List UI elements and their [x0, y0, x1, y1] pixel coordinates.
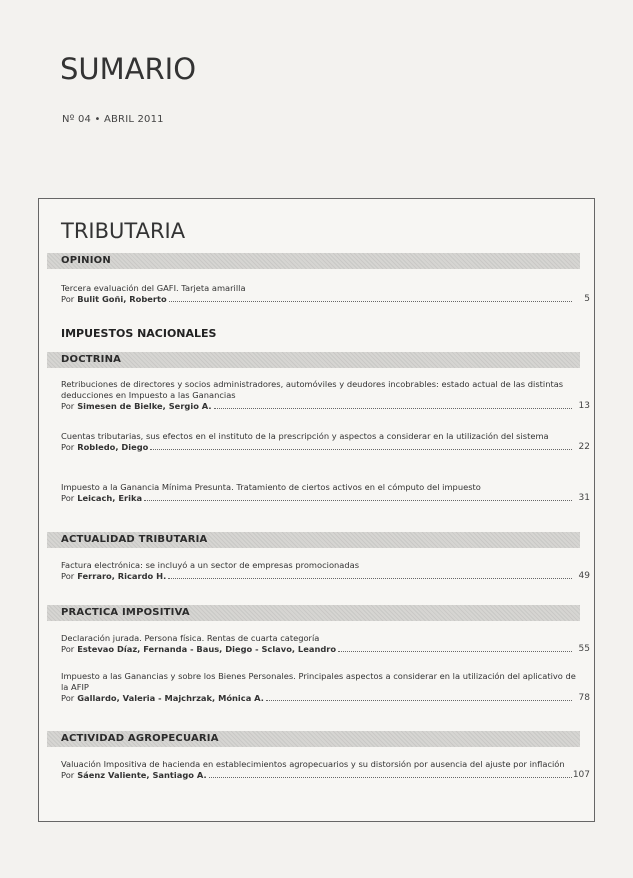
entry-title: Retribuciones de directores y socios administradores, automóviles y deudores incobrables: estado actual de las distintas deducciones en Impuesto a las Ganancias	[61, 379, 564, 400]
entry-title: Impuesto a la Ganancia Mínima Presunta. Tratamiento de ciertos activos en el cómputo del impuesto	[61, 482, 481, 492]
toc-entry[interactable]	[61, 560, 590, 582]
toc-entry[interactable]	[61, 482, 590, 504]
por-label: Por	[61, 493, 75, 503]
entry-title: Declaración jurada. Persona física. Rentas de cuarta categoría	[61, 633, 320, 643]
por-label: Por	[61, 693, 75, 703]
issue-info: Nº 04 • ABRIL 2011	[62, 114, 164, 125]
toc-entry[interactable]	[61, 379, 590, 412]
entry-page: 55	[578, 644, 590, 654]
leader-dots	[266, 700, 572, 701]
band-opinion: OPINION	[47, 253, 580, 269]
page-title: SUMARIO	[60, 52, 197, 86]
leader-dots	[144, 500, 572, 501]
entry-page: 49	[578, 571, 590, 581]
subhead-impuestos: IMPUESTOS NACIONALES	[61, 327, 217, 340]
entry-page: 5	[584, 294, 590, 304]
contents-box	[38, 198, 595, 822]
leader-dots	[169, 301, 572, 302]
entry-author: Bulit Goñi, Roberto	[77, 294, 167, 304]
entry-author: Simesen de Bielke, Sergio A.	[77, 401, 212, 411]
band-practica: PRACTICA IMPOSITIVA	[47, 605, 580, 621]
entry-title: Valuación Impositiva de hacienda en establecimientos agropecuarios y su distorsión por ausencia del ajuste por inflación	[61, 759, 565, 769]
por-label: Por	[61, 644, 75, 654]
por-label: Por	[61, 401, 75, 411]
band-doctrina: DOCTRINA	[47, 352, 580, 368]
entry-author: Leicach, Erika	[77, 493, 143, 503]
entry-title: Cuentas tributarias, sus efectos en el instituto de la prescripción y aspectos a considerar en la utilización del sistema	[61, 431, 549, 441]
toc-entry[interactable]	[61, 431, 590, 453]
leader-dots	[214, 408, 572, 409]
entry-page: 31	[578, 493, 590, 503]
por-label: Por	[61, 294, 75, 304]
entry-page: 22	[578, 442, 590, 452]
entry-author: Sáenz Valiente, Santiago A.	[77, 770, 207, 780]
toc-entry[interactable]	[61, 633, 590, 655]
band-actualidad: ACTUALIDAD TRIBUTARIA	[47, 532, 580, 548]
leader-dots	[209, 777, 572, 778]
entry-author: Robledo, Diego	[77, 442, 149, 452]
por-label: Por	[61, 571, 75, 581]
toc-entry[interactable]	[61, 759, 590, 781]
toc-entry[interactable]	[61, 283, 590, 305]
entry-author: Gallardo, Valeria - Majchrzak, Mónica A.	[77, 693, 264, 703]
entry-author: Estevao Díaz, Fernanda - Baus, Diego - Sclavo, Leandro	[77, 644, 337, 654]
entry-title: Impuesto a las Ganancias y sobre los Bienes Personales. Principales aspectos a considerar en la utilización del aplicativo de la AFIP	[61, 671, 576, 692]
entry-title: Tercera evaluación del GAFI. Tarjeta amarilla	[61, 283, 246, 293]
entry-title: Factura electrónica: se incluyó a un sector de empresas promocionadas	[61, 560, 360, 570]
entry-page: 13	[578, 401, 590, 411]
por-label: Por	[61, 770, 75, 780]
leader-dots	[168, 578, 572, 579]
por-label: Por	[61, 442, 75, 452]
toc-entry[interactable]	[61, 671, 590, 704]
entry-page: 107	[572, 770, 590, 780]
section-title: TRIBUTARIA	[61, 219, 186, 243]
leader-dots	[338, 651, 572, 652]
entry-author: Ferraro, Ricardo H.	[77, 571, 167, 581]
band-agropecuaria: ACTIVIDAD AGROPECUARIA	[47, 731, 580, 747]
entry-page: 78	[578, 693, 590, 703]
leader-dots	[150, 449, 572, 450]
